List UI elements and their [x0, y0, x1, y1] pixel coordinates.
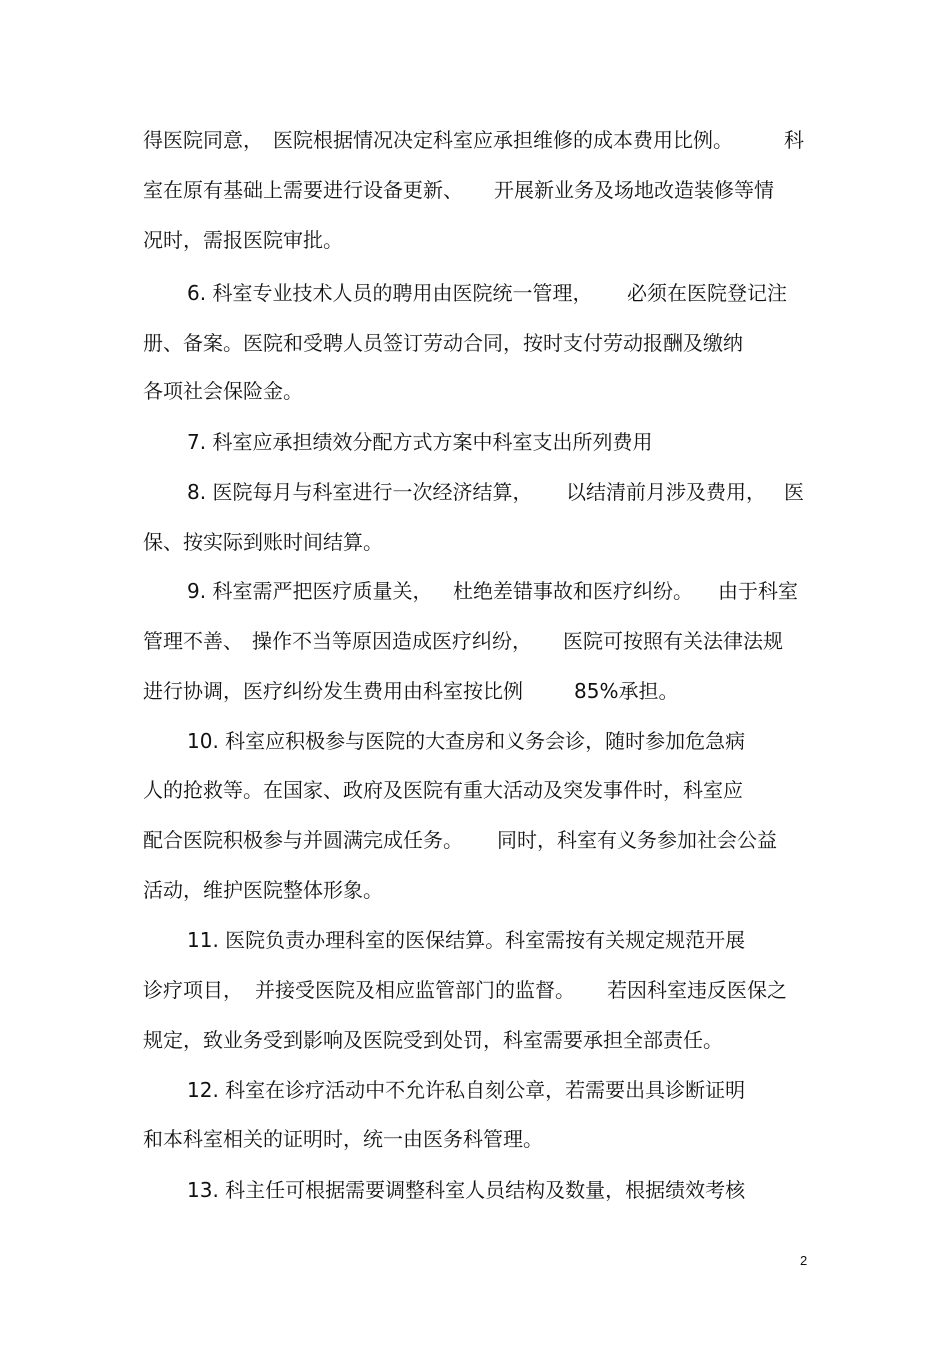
text-segment: 室在原有基础上需要进行设备更新、: [143, 178, 463, 202]
text-segment: 规定，致业务受到影响及医院受到处罚，科室需要承担全部责任。: [143, 1028, 723, 1052]
text-line: [0, 678, 950, 704]
text-line: [0, 927, 950, 953]
text-segment: 配合医院积极参与并圆满完成任务。: [143, 828, 463, 852]
text-line: [0, 479, 950, 505]
text-segment: 得医院同意，: [143, 128, 263, 152]
text-line: [0, 227, 950, 253]
text-segment: 操作不当等原因造成医疗纠纷，: [252, 629, 532, 653]
text-line: [0, 429, 950, 455]
text-segment: 管理不善、: [143, 629, 243, 653]
text-segment: 医院可按照有关法律法规: [563, 629, 783, 653]
text-segment: 以结清前月涉及费用，: [566, 480, 766, 504]
text-segment: 各项社会保险金。: [143, 379, 303, 403]
text-segment: 人的抢救等。在国家、政府及医院有重大活动及突发事件时，科室应: [143, 778, 743, 802]
text-line: [0, 529, 950, 555]
text-segment: 7. 科室应承担绩效分配方式方案中科室支出所列费用: [187, 430, 653, 454]
text-segment: 6. 科室专业技术人员的聘用由医院统一管理，: [187, 281, 593, 305]
text-line: [0, 1177, 950, 1203]
text-line: [0, 378, 950, 404]
text-segment: 由于科室: [718, 579, 798, 603]
text-line: [0, 977, 950, 1003]
text-segment: 13. 科主任可根据需要调整科室人员结构及数量，根据绩效考核: [187, 1178, 746, 1202]
text-line: [0, 777, 950, 803]
text-segment: 并接受医院及相应监管部门的监督。: [255, 978, 575, 1002]
text-line: [0, 1126, 950, 1152]
text-segment: 科: [784, 128, 804, 152]
text-line: [0, 280, 950, 306]
text-segment: 9. 科室需严把医疗质量关，: [187, 579, 433, 603]
page-number: 2: [800, 1253, 808, 1268]
text-segment: 10. 科室应积极参与医院的大查房和义务会诊，随时参加危急病: [187, 729, 746, 753]
text-segment: 8. 医院每月与科室进行一次经济结算，: [187, 480, 533, 504]
text-line: [0, 728, 950, 754]
text-segment: 85%承担。: [574, 679, 679, 703]
text-segment: 活动，维护医院整体形象。: [143, 878, 383, 902]
text-segment: 进行协调，医疗纠纷发生费用由科室按比例: [143, 679, 523, 703]
text-segment: 开展新业务及场地改造装修等情: [494, 178, 774, 202]
text-line: [0, 578, 950, 604]
text-segment: 杜绝差错事故和医疗纠纷。: [453, 579, 693, 603]
text-line: [0, 628, 950, 654]
text-segment: 况时，需报医院审批。: [143, 228, 343, 252]
text-segment: 医院根据情况决定科室应承担维修的成本费用比例。: [273, 128, 733, 152]
text-segment: 必须在医院登记注: [627, 281, 787, 305]
text-line: [0, 177, 950, 203]
text-segment: 册、备案。医院和受聘人员签订劳动合同，按时支付劳动报酬及缴纳: [143, 331, 743, 355]
text-line: [0, 1027, 950, 1053]
text-segment: 11. 医院负责办理科室的医保结算。科室需按有关规定规范开展: [187, 928, 746, 952]
text-line: [0, 827, 950, 853]
text-line: [0, 877, 950, 903]
text-line: [0, 1077, 950, 1103]
text-segment: 医: [784, 480, 804, 504]
text-line: [0, 127, 950, 153]
text-segment: 保、按实际到账时间结算。: [143, 530, 383, 554]
text-segment: 若因科室违反医保之: [607, 978, 787, 1002]
text-segment: 12. 科室在诊疗活动中不允许私自刻公章，若需要出具诊断证明: [187, 1078, 746, 1102]
text-line: [0, 330, 950, 356]
text-segment: 和本科室相关的证明时，统一由医务科管理。: [143, 1127, 543, 1151]
text-segment: 诊疗项目，: [143, 978, 243, 1002]
text-segment: 同时，科室有义务参加社会公益: [497, 828, 777, 852]
